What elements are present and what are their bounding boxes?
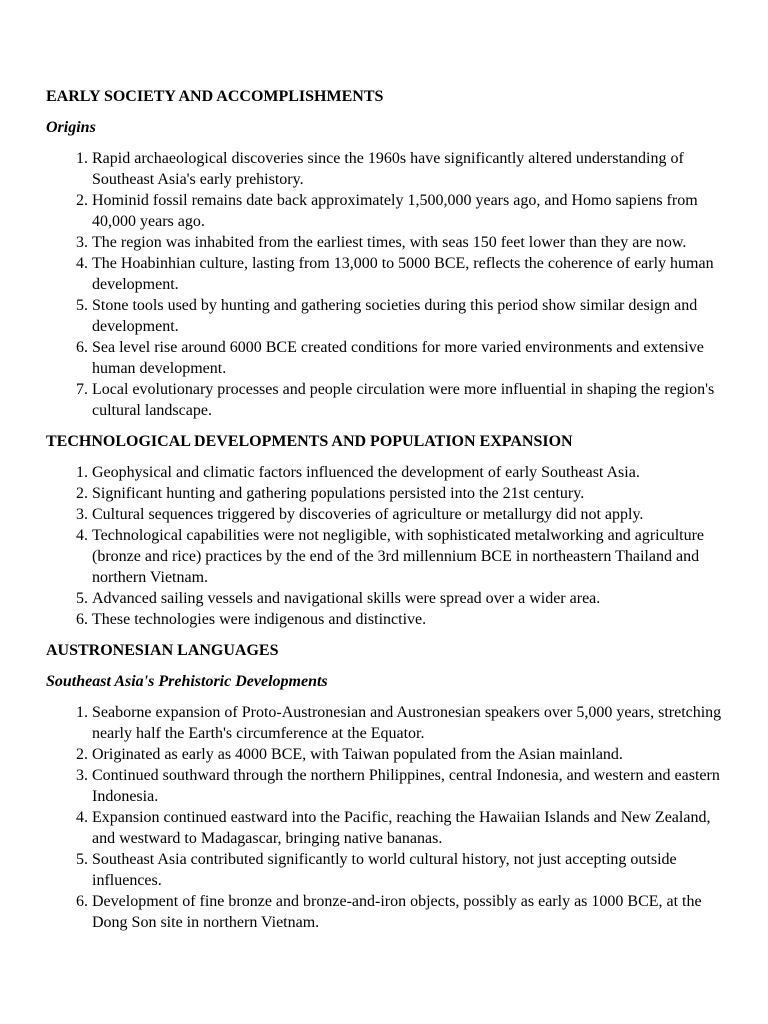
list-item: 1. Seaborne expansion of Proto-Austronesian and Austronesian speakers over 5,000 years, stretching nearly half the Earth's circumference at the Equator. xyxy=(92,702,736,744)
list-prehistoric-developments xyxy=(46,702,736,933)
section-heading-technological-developments: TECHNOLOGICAL DEVELOPMENTS AND POPULATION EXPANSION xyxy=(46,433,573,450)
list-item: 2. Hominid fossil remains date back approximately 1,500,000 years ago, and Homo sapiens from 40,000 years ago. xyxy=(92,190,736,232)
list-item: 1. Geophysical and climatic factors influenced the development of early Southeast Asia. xyxy=(92,462,736,483)
subheading-origins: Origins xyxy=(46,119,96,136)
section-heading-early-society: EARLY SOCIETY AND ACCOMPLISHMENTS xyxy=(46,88,384,105)
section-heading-austronesian-languages: AUSTRONESIAN LANGUAGES xyxy=(46,642,279,659)
document-page xyxy=(46,86,736,943)
list-item: 6. These technologies were indigenous and distinctive. xyxy=(92,609,736,630)
list-item: 6. Development of fine bronze and bronze-and-iron objects, possibly as early as 1000 BCE, at the Dong Son site in northern Vietnam. xyxy=(92,891,736,933)
list-item: 5. Stone tools used by hunting and gathering societies during this period show similar design and development. xyxy=(92,295,736,337)
list-item: 3. Continued southward through the northern Philippines, central Indonesia, and western and eastern Indonesia. xyxy=(92,765,736,807)
subheading-prehistoric-developments: Southeast Asia's Prehistoric Developments xyxy=(46,673,328,690)
list-item: 5. Southeast Asia contributed significantly to world cultural history, not just accepting outside influences. xyxy=(92,849,736,891)
list-technological-developments xyxy=(46,462,736,630)
list-item: 6. Sea level rise around 6000 BCE created conditions for more varied environments and extensive human development. xyxy=(92,337,736,379)
list-item: 4. Expansion continued eastward into the Pacific, reaching the Hawaiian Islands and New Zealand, and westward to Madagascar, bringing native bananas. xyxy=(92,807,736,849)
list-item: 4. Technological capabilities were not negligible, with sophisticated metalworking and agriculture (bronze and rice) practices by the end of the 3rd millennium BCE in northeastern Thailand and northern Vietnam. xyxy=(92,525,736,588)
list-item: 5. Advanced sailing vessels and navigational skills were spread over a wider area. xyxy=(92,588,736,609)
list-item: 4. The Hoabinhian culture, lasting from 13,000 to 5000 BCE, reflects the coherence of early human development. xyxy=(92,253,736,295)
list-item: 3. Cultural sequences triggered by discoveries of agriculture or metallurgy did not apply. xyxy=(92,504,736,525)
list-item: 2. Significant hunting and gathering populations persisted into the 21st century. xyxy=(92,483,736,504)
list-item: 3. The region was inhabited from the earliest times, with seas 150 feet lower than they are now. xyxy=(92,232,736,253)
list-origins xyxy=(46,148,736,421)
list-item: 7. Local evolutionary processes and people circulation were more influential in shaping the region's cultural landscape. xyxy=(92,379,736,421)
list-item: 1. Rapid archaeological discoveries since the 1960s have significantly altered understanding of Southeast Asia's early prehistory. xyxy=(92,148,736,190)
list-item: 2. Originated as early as 4000 BCE, with Taiwan populated from the Asian mainland. xyxy=(92,744,736,765)
